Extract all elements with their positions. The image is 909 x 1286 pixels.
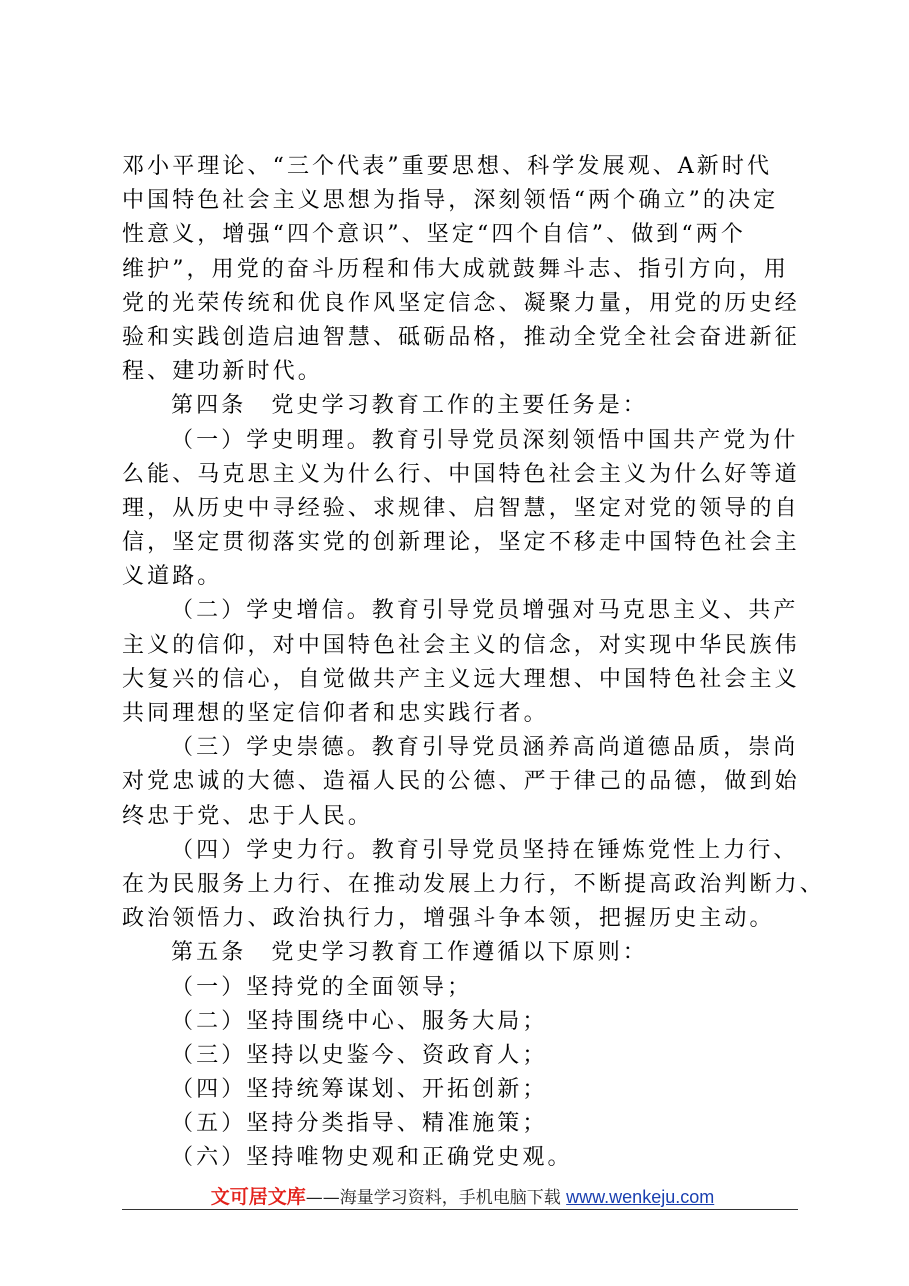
text-line: 么能、马克思主义为什么行、中国特色社会主义为什么好等道 bbox=[122, 461, 800, 487]
text-line: 党的光荣传统和优良作风坚定信念、凝聚力量，用党的历史经 bbox=[122, 290, 800, 316]
text-line: （六）坚持唯物史观和正确党史观。 bbox=[171, 1145, 573, 1171]
text-line: 对党忠诚的大德、造福人民的公德、严于律己的品德，做到始 bbox=[122, 769, 800, 795]
text-line: （五）坚持分类指导、精准施策； bbox=[171, 1111, 548, 1137]
text-line: 第五条 党史学习教育工作遵循以下原则： bbox=[171, 940, 648, 966]
text-line: （四）学史力行。教育引导党员坚持在锤炼党性上力行、 bbox=[171, 837, 799, 863]
footer-brand: 文可居文库 bbox=[210, 1186, 306, 1208]
text-line: 终忠于党、忠于人民。 bbox=[122, 803, 374, 829]
page-footer bbox=[0, 1182, 909, 1209]
document-body bbox=[122, 150, 825, 1176]
text-line: 性意义，增强“四个意识”、坚定“四个自信”、做到“两个 bbox=[122, 222, 746, 248]
text-line: （三）坚持以史鉴今、资政育人； bbox=[171, 1042, 548, 1068]
text-line: 理，从历史中寻经验、求规律、启智慧，坚定对党的领导的自 bbox=[122, 495, 800, 521]
text-line: 大复兴的信心，自觉做共产主义远大理想、中国特色社会主义 bbox=[122, 666, 800, 692]
text-line: 验和实践创造启迪智慧、砥砺品格，推动全党全社会奋进新征 bbox=[122, 324, 800, 350]
text-line: 在为民服务上力行、在推动发展上力行，不断提高政治判断力、 bbox=[122, 871, 825, 897]
text-line: （四）坚持统筹谋划、开拓创新； bbox=[171, 1077, 548, 1103]
text-line: 政治领悟力、政治执行力，增强斗争本领，把握历史主动。 bbox=[122, 906, 775, 932]
footer-tagline: ——海量学习资料，手机电脑下载 bbox=[305, 1188, 561, 1208]
text-line: 维护”，用党的奋斗历程和伟大成就鼓舞斗志、指引方向，用 bbox=[122, 256, 789, 282]
text-line: 主义的信仰，对中国特色社会主义的信念，对实现中华民族伟 bbox=[122, 632, 800, 658]
footer-divider bbox=[122, 1209, 798, 1210]
footer-site-link[interactable]: www.wenkeju.com bbox=[566, 1187, 715, 1207]
text-line: 第四条 党史学习教育工作的主要任务是： bbox=[171, 393, 648, 419]
text-line: 义道路。 bbox=[122, 564, 223, 590]
text-line: （二）学史增信。教育引导党员增强对马克思主义、共产 bbox=[171, 598, 799, 624]
text-line: 程、建功新时代。 bbox=[122, 359, 323, 385]
text-line: （三）学史崇德。教育引导党员涵养高尚道德品质，崇尚 bbox=[171, 735, 799, 761]
text-line: （一）学史明理。教育引导党员深刻领悟中国共产党为什 bbox=[171, 427, 799, 453]
text-line: （一）坚持党的全面领导； bbox=[171, 974, 473, 1000]
text-line: 共同理想的坚定信仰者和忠实践行者。 bbox=[122, 701, 549, 726]
text-line: 信，坚定贯彻落实党的创新理论，坚定不移走中国特色社会主 bbox=[122, 530, 800, 556]
text-line: 中国特色社会主义思想为指导，深刻领悟“两个确立”的决定 bbox=[122, 188, 779, 214]
text-line: 邓小平理论、“三个代表”重要思想、科学发展观、A新时代 bbox=[122, 154, 773, 179]
text-line: （二）坚持围绕中心、服务大局； bbox=[171, 1008, 548, 1034]
